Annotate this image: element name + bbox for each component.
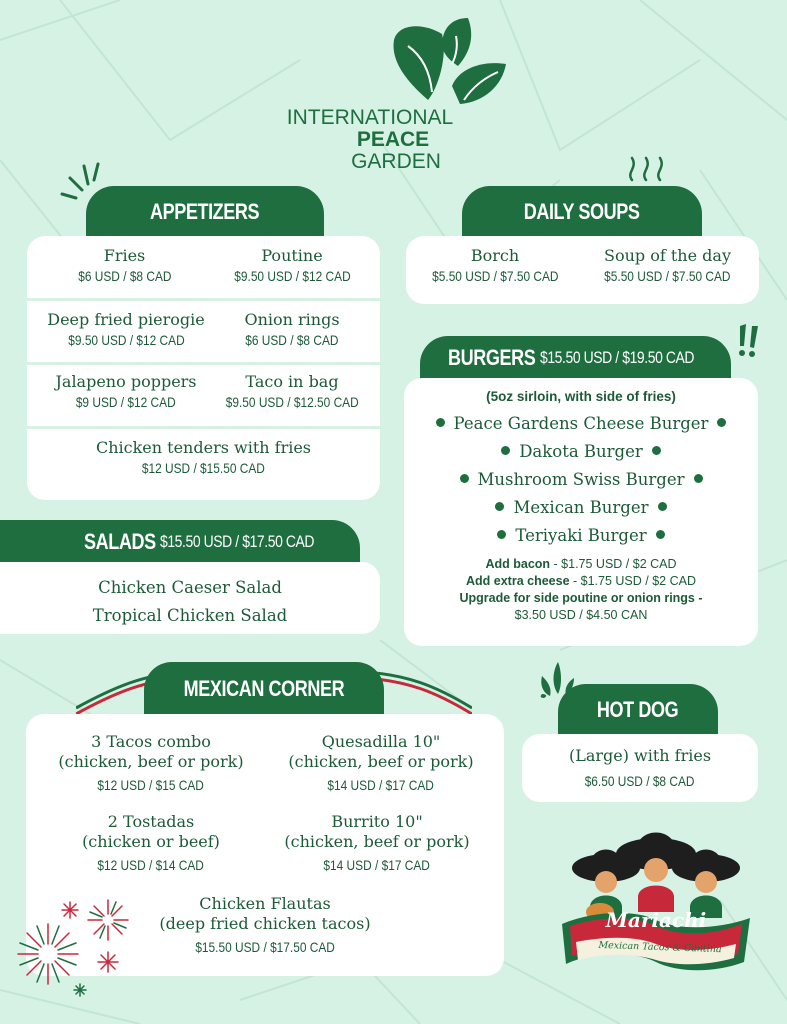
item-price: $14 USD / $17 CAD: [327, 777, 435, 793]
item-name: Onion rings: [244, 310, 340, 329]
addon-price: - $1.75 USD / $2 CAD: [553, 557, 677, 571]
item-price: $12 USD / $14 CAD: [97, 857, 205, 873]
menu-item: [47, 438, 360, 477]
menu-item: [580, 246, 755, 285]
burgers-price: $15.50 USD / $19.50 CAD: [540, 348, 695, 367]
addon-line: [404, 590, 758, 607]
addon-price: - $1.75 USD / $2 CAD: [573, 574, 696, 588]
burger-list: [404, 410, 758, 550]
item-name: (Large) with fries: [568, 746, 712, 765]
brand-line3: GARDEN: [351, 150, 441, 173]
burger-name: Peace Gardens Cheese Burger: [453, 414, 709, 433]
divider: [27, 426, 380, 429]
bullet-icon: [436, 418, 445, 427]
salad-item: Chicken Caeser Salad: [98, 578, 282, 597]
salads-header: [0, 520, 360, 564]
steam-icon: [626, 152, 668, 182]
menu-item: [36, 812, 266, 874]
list-item: [404, 466, 758, 494]
menu-item: [36, 732, 266, 794]
burgers-card: [404, 378, 758, 646]
soups-header: [462, 186, 702, 238]
addon-label: Add bacon: [485, 557, 551, 571]
item-price: $5.50 USD / $7.50 CAD: [431, 268, 559, 284]
item-name: Borch: [470, 246, 520, 265]
item-name: Poutine: [261, 246, 323, 265]
item-price: $6 USD / $8 CAD: [245, 332, 339, 348]
appetizers-header: [86, 186, 324, 238]
menu-item: [262, 812, 492, 874]
burgers-title: BURGERS: [448, 345, 536, 370]
item-price: $6 USD / $8 CAD: [77, 268, 172, 284]
item-name: Jalapeno poppers: [55, 372, 197, 391]
burger-name: Mushroom Swiss Burger: [477, 470, 685, 489]
bullet-icon: [658, 502, 667, 511]
bullet-icon: [652, 446, 661, 455]
menu-item: [522, 746, 758, 790]
menu-item: [126, 894, 404, 956]
menu-item: [217, 310, 367, 349]
item-price: $9 USD / $12 CAD: [76, 394, 176, 410]
brand-line2: PEACE: [356, 128, 430, 151]
mariachi-logo: [556, 826, 756, 976]
bullet-icon: [497, 530, 506, 539]
divider: [27, 362, 380, 365]
item-name: Taco in bag: [245, 372, 339, 391]
menu-item: [410, 246, 580, 285]
soups-card: [406, 236, 759, 304]
item-price: $6.50 USD / $8 CAD: [585, 773, 695, 789]
list-item: [404, 438, 758, 466]
item-name: Quesadilla 10": [321, 732, 441, 751]
item-name: Chicken Flautas: [199, 894, 331, 913]
hotdog-header: [558, 684, 718, 736]
exclamation-icon: [736, 322, 762, 360]
burgers-header: [420, 336, 731, 380]
item-price: $12 USD / $15 CAD: [97, 777, 205, 793]
item-detail: (chicken, beef or pork): [58, 752, 244, 771]
mexican-header: [144, 662, 384, 716]
mariachi-tagline: Mexican Tacos & Cantina: [598, 939, 722, 956]
item-detail: (chicken or beef): [82, 832, 220, 851]
item-price: $9.50 USD / $12 CAD: [67, 332, 185, 348]
item-price: $9.50 USD / $12 CAD: [233, 268, 351, 284]
appetizers-title: APPETIZERS: [150, 199, 260, 224]
bullet-icon: [717, 418, 726, 427]
menu-item: [207, 372, 377, 411]
brand-wordmark: [270, 107, 470, 173]
item-name: Deep fried pierogie: [47, 310, 205, 329]
bullet-icon: [501, 446, 510, 455]
burgers-subtitle: (5oz sirloin, with side of fries): [486, 389, 676, 404]
divider: [27, 298, 380, 301]
burger-name: Mexican Burger: [513, 498, 649, 517]
hotdog-title: HOT DOG: [597, 697, 679, 722]
menu-item: [207, 246, 377, 285]
list-item: [404, 494, 758, 522]
item-price: $9.50 USD / $12.50 CAD: [225, 394, 359, 410]
list-item: [404, 522, 758, 550]
item-price: $14 USD / $17 CAD: [323, 857, 431, 873]
menu-item: [37, 246, 212, 285]
soups-title: DAILY SOUPS: [524, 199, 640, 224]
item-detail: (deep fried chicken tacos): [159, 914, 371, 933]
fireworks-icon: [8, 896, 140, 1000]
appetizers-card: [27, 236, 380, 500]
addon-label: Add extra cheese: [466, 574, 570, 588]
item-detail: (chicken, beef or pork): [284, 832, 470, 851]
bullet-icon: [656, 530, 665, 539]
hotdog-card: [522, 734, 758, 802]
leaves-icon: [388, 16, 512, 112]
item-price: $15.50 USD / $17.50 CAD: [195, 939, 335, 955]
addon-label: Upgrade for side poutine or onion rings -: [459, 591, 703, 605]
item-name: Burrito 10": [331, 812, 423, 831]
salads-title: SALADS: [84, 529, 156, 554]
addon-line: [404, 573, 758, 590]
burger-addons: [404, 556, 758, 624]
addon-line: [404, 556, 758, 573]
addon-price-line: $3.50 USD / $4.50 CAN: [514, 608, 648, 622]
salad-item: Tropical Chicken Salad: [92, 606, 288, 625]
burger-name: Dakota Burger: [519, 442, 643, 461]
menu-item: [31, 372, 221, 411]
menu-item: [31, 310, 221, 349]
item-detail: (chicken, beef or pork): [288, 752, 474, 771]
item-price: $5.50 USD / $7.50 CAD: [604, 268, 731, 284]
menu-item: [266, 732, 496, 794]
item-name: Fries: [103, 246, 146, 265]
bullet-icon: [694, 474, 703, 483]
item-name: Soup of the day: [604, 246, 731, 265]
mexican-title: MEXICAN CORNER: [183, 676, 345, 701]
bullet-icon: [460, 474, 469, 483]
list-item: [404, 410, 758, 438]
burger-name: Teriyaki Burger: [515, 526, 647, 545]
mariachi-name: Mariachi: [605, 908, 707, 932]
salads-price: $15.50 USD / $17.50 CAD: [160, 532, 315, 551]
item-price: $12 USD / $15.50 CAD: [141, 460, 266, 476]
brand-line1: INTERNATIONAL: [286, 106, 454, 129]
salads-card: [0, 562, 380, 634]
item-name: 3 Tacos combo: [91, 732, 211, 751]
item-name: Chicken tenders with fries: [95, 438, 312, 457]
bullet-icon: [495, 502, 504, 511]
item-name: 2 Tostadas: [107, 812, 195, 831]
